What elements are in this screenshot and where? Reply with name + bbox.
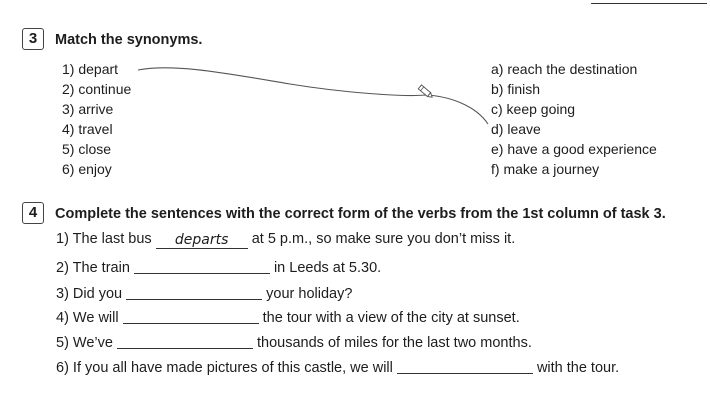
right-item-d: d) leave [491, 121, 541, 137]
sentence-1-end: at 5 p.m., so make sure you don’t miss it. [251, 231, 516, 247]
sentence-1-start: 1) The last bus [56, 231, 152, 247]
left-item-close: 5) close [62, 141, 112, 157]
sentence-4-start: 4) We will [56, 310, 119, 326]
sentence-6-start: 6) If you all have made pictures of this castle, we will [56, 360, 393, 376]
sentence-4-answer-blank[interactable] [123, 308, 259, 324]
left-item-enjoy: 6) enjoy [62, 161, 112, 177]
left-item-arrive: 3) arrive [62, 101, 114, 117]
sentence-2 [56, 256, 381, 276]
sentence-6-answer-blank[interactable] [397, 358, 533, 374]
sentence-6-end: with the tour. [536, 360, 620, 376]
task-3-heading: Match the synonyms. [55, 32, 203, 48]
cropped-previous-line [58, 0, 270, 1]
sentence-1 [56, 231, 515, 247]
left-item-depart: 1) depart [62, 61, 119, 77]
left-item-travel: 4) travel [62, 121, 113, 137]
sentence-3-answer-blank[interactable] [126, 284, 262, 300]
sentence-4 [56, 306, 520, 326]
right-item-c: c) keep going [491, 101, 576, 117]
task-4-number-box: 4 [22, 202, 44, 224]
sentence-3-start: 3) Did you [56, 286, 123, 302]
sentence-1-answer-blank[interactable] [156, 233, 248, 249]
sentence-5 [56, 331, 532, 351]
right-item-b: b) finish [491, 81, 541, 97]
sentence-4-end: the tour with a view of the city at sunset. [262, 310, 520, 326]
sentence-2-answer-blank[interactable] [134, 258, 270, 274]
match-line-depart-leave [138, 68, 488, 124]
sentence-6 [56, 356, 619, 376]
pencil-cursor-icon [418, 85, 433, 99]
sentence-2-start: 2) The train [56, 260, 130, 276]
right-item-e: e) have a good experience [491, 141, 657, 157]
sentence-5-start: 5) We’ve [56, 335, 113, 351]
right-item-f: f) make a journey [491, 161, 600, 177]
task-4-heading: Complete the sentences with the correct form of the verbs from the 1st column of task 3. [55, 206, 666, 222]
left-item-continue: 2) continue [62, 81, 132, 97]
task-3-number-box: 3 [22, 28, 44, 50]
cropped-answer-line [591, 3, 707, 4]
sentence-2-end: in Leeds at 5.30. [273, 260, 382, 276]
sentence-3-end: your holiday? [266, 286, 353, 302]
sentence-5-answer-blank[interactable] [117, 333, 253, 349]
sentence-1-handwritten-answer: departs [174, 232, 229, 248]
sentence-3 [56, 282, 352, 302]
sentence-5-end: thousands of miles for the last two months. [257, 335, 532, 351]
right-item-a: a) reach the destination [491, 61, 638, 77]
